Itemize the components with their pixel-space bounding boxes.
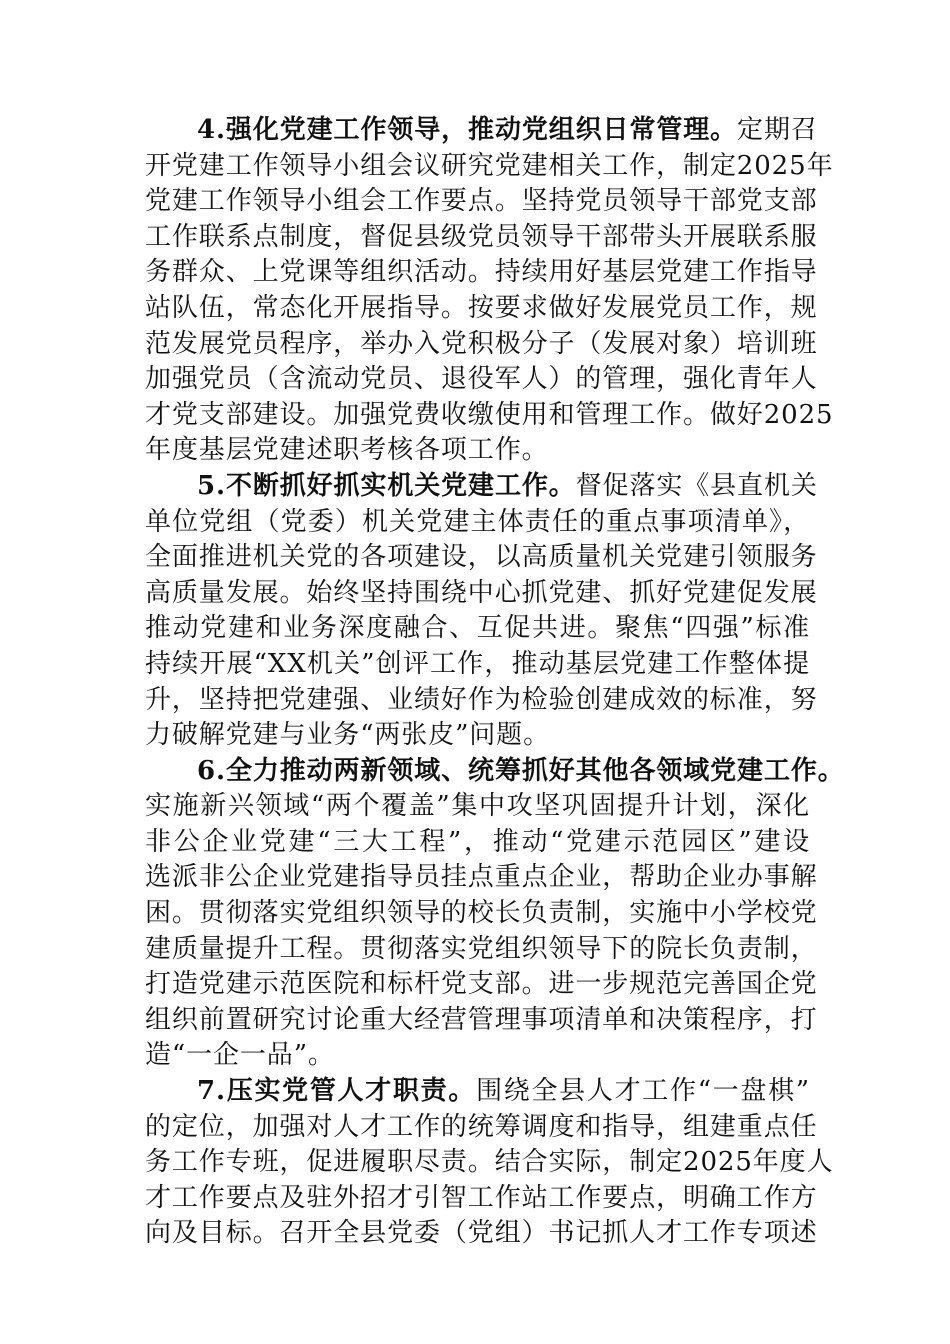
paragraph-5-line-8: 力破解党建与业务“两张皮”问题。	[145, 720, 550, 751]
paragraph-5-line-1	[145, 469, 818, 505]
paragraph-4-line-5: 务群众、上党课等组织活动。持续用好基层党建工作指导	[145, 257, 818, 288]
paragraph-7-text: 围绕全县人才工作“一盘棋”	[476, 1076, 810, 1107]
paragraph-7-line-1	[145, 1074, 810, 1110]
paragraph-4-line-1	[145, 113, 818, 149]
paragraph-4-line-6: 站队伍，常态化开展指导。按要求做好发展党员工作，规	[145, 292, 818, 323]
paragraph-5-line-3: 全面推进机关党的各项建设，以高质量机关党建引领服务	[145, 542, 818, 573]
paragraph-6-line-9: 造“一企一品”。	[145, 1040, 335, 1071]
paragraph-5-heading: 5.不断抓好抓实机关党建工作。	[197, 470, 576, 501]
paragraph-7-line-2: 的定位，加强对人才工作的统筹调度和指导，组建重点任	[145, 1111, 818, 1142]
paragraph-4-line-7: 范发展党员程序，举办入党积极分子（发展对象）培训班	[145, 328, 818, 359]
paragraph-5-line-6: 持续开展“XX机关”创评工作，推动基层党建工作整体提	[145, 648, 810, 679]
paragraph-4-line-4: 工作联系点制度，督促县级党员领导干部带头开展联系服	[145, 221, 818, 252]
paragraph-5-line-5: 推动党建和业务深度融合、互促共进。聚焦“四强”标准	[145, 613, 810, 644]
paragraph-6-line-1	[145, 754, 845, 790]
paragraph-5-line-2: 单位党组（党委）机关党建主体责任的重点事项清单》，	[145, 506, 810, 537]
paragraph-5-text: 督促落实《县直机关	[575, 470, 818, 501]
paragraph-7-line-4: 才工作要点及驻外招才引智工作站工作要点，明确工作方	[145, 1182, 818, 1213]
paragraph-6-heading: 6.全力推动两新领域、统筹抓好其他各领域党建工作。	[197, 755, 845, 786]
paragraph-6-line-3: 非公企业党建“三大工程”，推动“党建示范园区”建设	[145, 826, 810, 857]
paragraph-6-line-2: 实施新兴领域“两个覆盖”集中攻坚巩固提升计划，深化	[145, 791, 810, 822]
paragraph-4-line-10: 年度基层党建述职考核各项工作。	[145, 435, 549, 466]
paragraph-4-line-2: 开党建工作领导小组会议研究党建相关工作，制定2025年	[145, 150, 834, 181]
paragraph-7-line-3: 务工作专班，促进履职尽责。结合实际，制定2025年度人	[145, 1147, 834, 1178]
paragraph-4-text: 定期召	[737, 115, 818, 145]
document-page	[145, 113, 845, 1252]
paragraph-4-line-9: 才党支部建设。加强党费收缴使用和管理工作。做好2025	[145, 399, 834, 430]
paragraph-7-heading: 7.压实党管人才职责。	[197, 1076, 477, 1107]
paragraph-4-heading: 4.强化党建工作领导，推动党组织日常管理。	[197, 115, 738, 145]
paragraph-6-line-8: 组织前置研究讨论重大经营管理事项清单和决策程序，打	[145, 1004, 818, 1035]
paragraph-6-line-7: 打造党建示范医院和标杆党支部。进一步规范完善国企党	[145, 969, 818, 1000]
paragraph-6-line-5: 困。贯彻落实党组织领导的校长负责制，实施中小学校党	[145, 898, 818, 929]
paragraph-4-line-3: 党建工作领导小组会工作要点。坚持党员领导干部党支部	[145, 186, 818, 217]
paragraph-5-line-4: 高质量发展。始终坚持围绕中心抓党建、抓好党建促发展	[145, 577, 818, 608]
paragraph-7-line-5: 向及目标。召开全县党委（党组）书记抓人才工作专项述	[145, 1218, 818, 1249]
paragraph-5-line-7: 升，坚持把党建强、业绩好作为检验创建成效的标准，努	[145, 684, 818, 715]
paragraph-4-line-8: 加强党员（含流动党员、退役军人）的管理，强化青年人	[145, 364, 818, 395]
paragraph-6-line-6: 建质量提升工程。贯彻落实党组织领导下的院长负责制，	[145, 933, 818, 964]
paragraph-6-line-4: 选派非公企业党建指导员挂点重点企业，帮助企业办事解	[145, 862, 818, 893]
